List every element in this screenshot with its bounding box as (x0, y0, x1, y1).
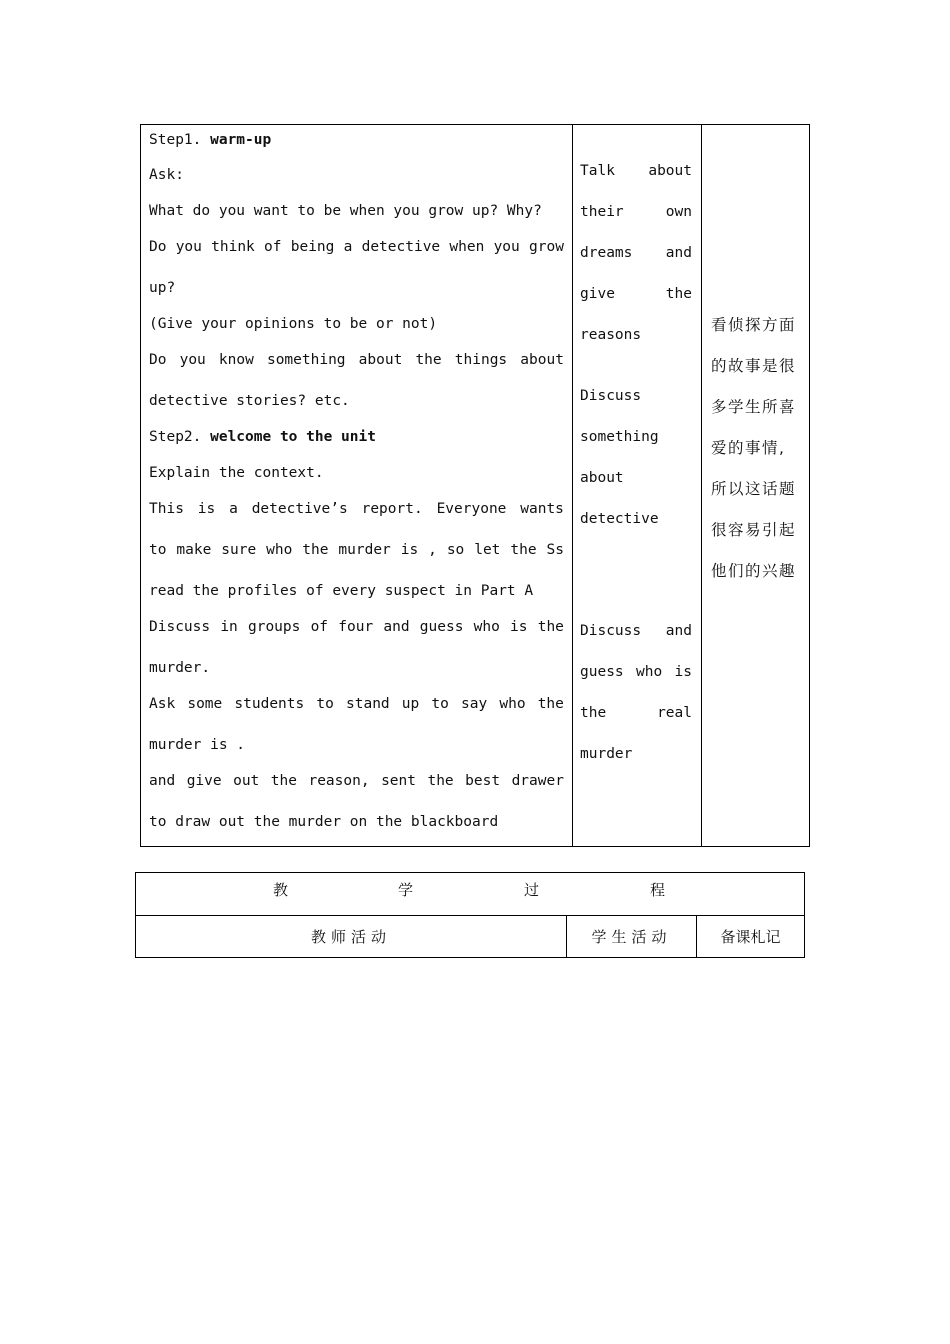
word: and (149, 773, 176, 789)
notes-line: 所以这话题 (711, 480, 797, 498)
word: about (520, 352, 564, 368)
student-line: Discuss (580, 388, 642, 404)
word: the (537, 696, 564, 712)
notes-line: 的故事是很 (711, 357, 797, 375)
word: Everyone (436, 501, 507, 517)
student-line (580, 162, 692, 180)
word: of (264, 239, 282, 255)
word: something (266, 352, 346, 368)
notes-line: 他们的兴趣 (711, 562, 797, 580)
process-title-char: 教 (273, 881, 289, 899)
teacher-line: up? (149, 280, 176, 296)
student-line (580, 663, 692, 681)
word: who (635, 664, 663, 680)
word: some (187, 696, 223, 712)
word: things (454, 352, 508, 368)
student-line (580, 244, 692, 262)
word: sure (221, 542, 257, 558)
word: Discuss (580, 623, 642, 639)
word: reason, (308, 773, 370, 789)
word: who (499, 696, 526, 712)
notes-line: 爱的事情, (711, 439, 786, 457)
word: a (343, 239, 353, 255)
student-line (580, 704, 692, 722)
word: Talk (580, 163, 615, 179)
teacher-line: to draw out the murder on the blackboard (149, 814, 499, 830)
word: the (510, 542, 537, 558)
word: make (176, 542, 212, 558)
word: the (580, 705, 607, 721)
word: to (316, 696, 334, 712)
word: give (580, 286, 615, 302)
word: real (657, 705, 692, 721)
student-activity-column (572, 125, 702, 846)
process-title-char: 程 (650, 881, 666, 899)
teacher-activity-header: 教师活动 (136, 916, 567, 957)
notes-line: 看侦探方面 (711, 316, 797, 334)
word: is (510, 619, 528, 635)
word: of (310, 619, 329, 635)
step1-heading: Step1. warm-up (149, 132, 272, 148)
teacher-line: Ask: (149, 167, 184, 183)
word: and (665, 623, 692, 639)
word: think (211, 239, 255, 255)
word: to (431, 696, 449, 712)
teacher-line (149, 541, 564, 559)
word: guess (580, 664, 624, 680)
process-title-char: 过 (524, 881, 540, 899)
word: detective (361, 239, 441, 255)
word: say (461, 696, 488, 712)
student-line (580, 203, 692, 221)
student-activity-header: 学生活动 (567, 916, 697, 957)
process-title-row (136, 873, 804, 916)
word: groups (247, 619, 301, 635)
word: up (401, 696, 420, 712)
teacher-line (149, 238, 564, 256)
teacher-line (149, 500, 564, 518)
word: give (186, 773, 222, 789)
student-line: something (580, 429, 659, 445)
word: sent (381, 773, 416, 789)
word: and (383, 619, 410, 635)
word: dreams (580, 245, 633, 261)
teacher-line: Explain the context. (149, 465, 324, 481)
word: report. (361, 501, 423, 517)
word: so (446, 542, 465, 558)
word: Ask (149, 696, 176, 712)
student-line: about (580, 470, 624, 486)
word: grow (529, 239, 564, 255)
word: Do (149, 352, 167, 368)
word: is (674, 664, 692, 680)
student-line (580, 622, 692, 640)
notes-line: 很容易引起 (711, 521, 797, 539)
word: you (179, 352, 206, 368)
lesson-notes-column (702, 125, 809, 846)
word: about (358, 352, 403, 368)
word: Do (149, 239, 167, 255)
word: who (266, 542, 293, 558)
word: is (197, 501, 216, 517)
student-line: detective (580, 511, 659, 527)
word: the (415, 352, 442, 368)
process-title-char: 学 (398, 881, 414, 899)
teacher-line (149, 618, 564, 636)
word: you (175, 239, 202, 255)
word: murder (338, 542, 391, 558)
word: you (493, 239, 520, 255)
word: the (302, 542, 329, 558)
word: drawer (511, 773, 564, 789)
lesson-table (140, 124, 810, 847)
teacher-line: What do you want to be when you grow up? Why? (149, 203, 542, 219)
word: Ss (546, 542, 564, 558)
word: being (290, 239, 335, 255)
notes-line: 多学生所喜 (711, 398, 797, 416)
teacher-line: murder. (149, 660, 211, 676)
word: in (220, 619, 238, 635)
word: know (218, 352, 254, 368)
word: This (149, 501, 184, 517)
student-line: reasons (580, 327, 642, 343)
teacher-line (149, 351, 564, 369)
teacher-line: murder is . (149, 737, 246, 753)
word: , (428, 542, 437, 558)
word: the (270, 773, 297, 789)
step2-heading: Step2. welcome to the unit (149, 429, 376, 445)
column-header-row (136, 916, 804, 957)
process-header-table (135, 872, 805, 958)
word: detective’s (251, 501, 348, 517)
word: let (474, 542, 501, 558)
teacher-line (149, 695, 564, 713)
word: four (338, 619, 374, 635)
word: own (665, 204, 692, 220)
word: the (427, 773, 454, 789)
word: stand (346, 696, 390, 712)
word: when (449, 239, 485, 255)
word: students (234, 696, 305, 712)
word: wants (520, 501, 564, 517)
word: guess (419, 619, 464, 635)
word: out (233, 773, 260, 789)
word: about (648, 163, 692, 179)
student-line (580, 285, 692, 303)
teacher-line: (Give your opinions to be or not) (149, 316, 438, 332)
student-line: murder (580, 746, 633, 762)
word: the (537, 619, 564, 635)
word: best (465, 773, 501, 789)
word: the (665, 286, 692, 302)
word: to (149, 542, 167, 558)
teacher-line (149, 772, 564, 790)
word: a (229, 501, 238, 517)
word: and (665, 245, 692, 261)
word: is (400, 542, 419, 558)
word: their (580, 204, 624, 220)
word: Discuss (149, 619, 211, 635)
word: who (473, 619, 500, 635)
teacher-line: detective stories? etc. (149, 393, 350, 409)
teacher-line: read the profiles of every suspect in Part A (149, 583, 534, 599)
teacher-activity-column (141, 125, 573, 846)
lesson-notes-header: 备课札记 (720, 928, 781, 946)
